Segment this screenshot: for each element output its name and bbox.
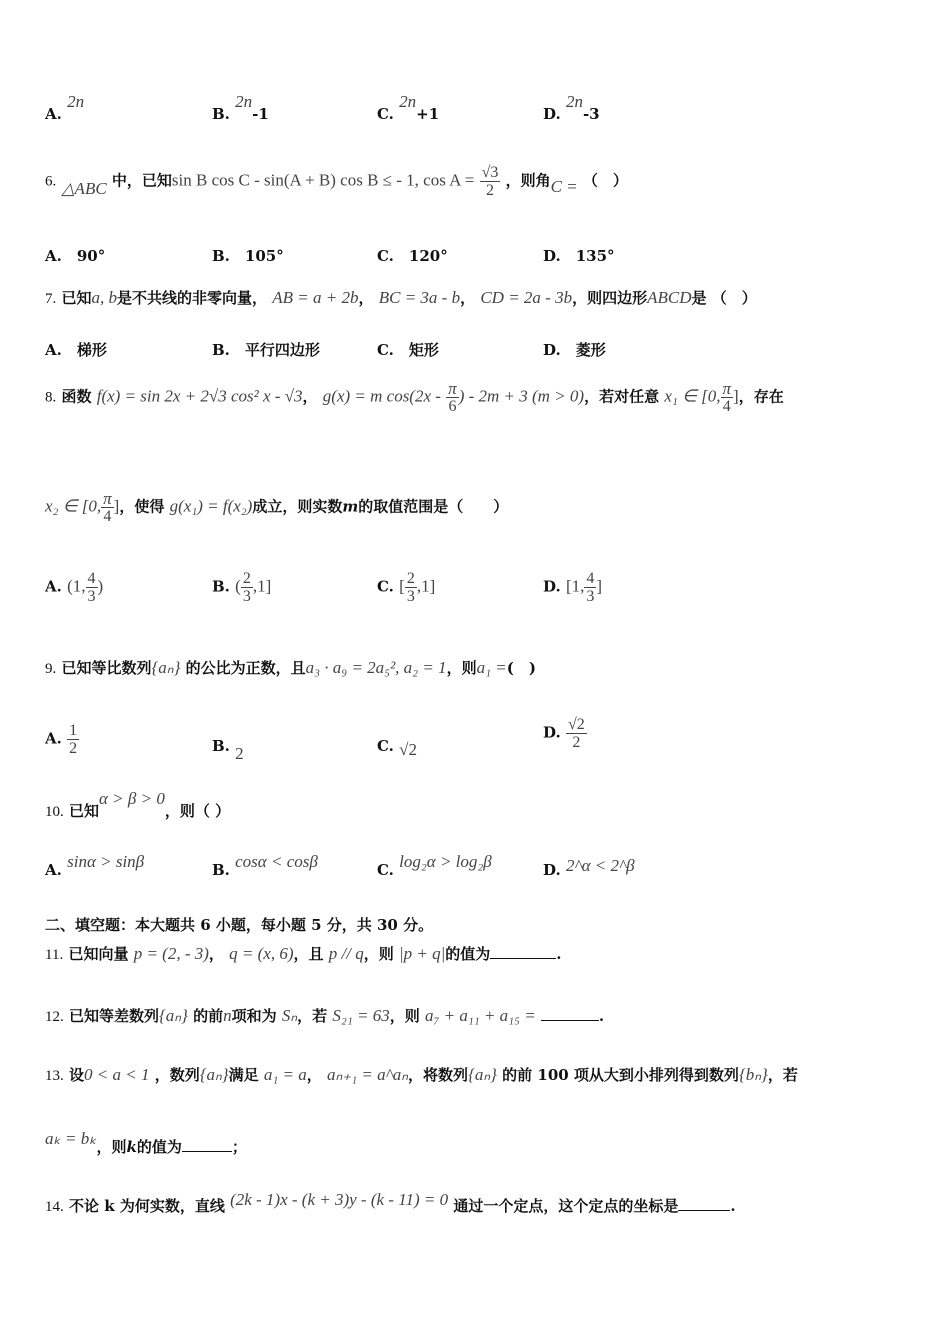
question-9: 9. 已知等比数列{aₙ} 的公比为正数，且a₃ · a₉ = 2a₅², a₂ = 1，则a₁ =( ) xyxy=(45,658,536,677)
q6-option-a: A. 90° xyxy=(45,247,106,265)
q8-option-d: D. [1, $\frac{4}{3}$ ] xyxy=(543,570,603,605)
q10-option-d: D. 2^α < 2^β xyxy=(543,856,635,879)
q7-option-a: A. 梯形 xyxy=(45,341,107,359)
q9-option-b: B. 2 xyxy=(212,737,244,763)
answer-blank[interactable] xyxy=(678,1210,730,1211)
q8-option-b: B. ( $\frac{2}{3}$ ,1] xyxy=(212,570,272,605)
question-12: 12. 已知等差数列{aₙ} 的前n项和为 Sₙ，若 S₂₁ = 63，则 a₇ + a₁₁ + a₁₅ = . xyxy=(45,1006,605,1025)
q5-option-c: C. 2n+1 xyxy=(377,92,440,123)
q7-option-c: C. 矩形 xyxy=(377,341,439,359)
q6-option-b: B. 105° xyxy=(212,247,284,265)
q6-option-d: D. 135° xyxy=(543,247,615,265)
answer-blank[interactable] xyxy=(182,1151,232,1152)
q8-option-a: A. (1, $\frac{4}{3}$ ) xyxy=(45,570,104,605)
q6-option-c: C. 120° xyxy=(377,247,448,265)
q9-option-d: D. $\frac{√2}{2}$ xyxy=(543,716,585,751)
question-10: 10. 已知α > β > 0，则（ ） xyxy=(45,789,231,820)
q7-option-b: B. 平行四边形 xyxy=(212,341,320,359)
q10-option-b: B. cosα < cosβ xyxy=(212,852,318,879)
question-14: 14. 不论 k 为何实数，直线 (2k - 1)x - (k + 3)y - (k - 11) = 0 通过一个定点，这个定点的坐标是 . xyxy=(45,1190,736,1215)
q7-option-d: D. 菱形 xyxy=(543,341,606,359)
question-13: 13. 设0 < a < 1 ，数列{aₙ}满足 a₁ = a， aₙ₊₁ = a^aₙ，将数列{aₙ} 的前 100 项从大到小排列得到数列{bₙ}，若 xyxy=(45,1065,798,1084)
q9-option-a: A. $\frac{1}{2}$ xyxy=(45,722,78,757)
question-11: 11. 已知向量 p = (2, - 3)， q = (x, 6)，且 p // q，则 |p + q|的值为 . xyxy=(45,944,562,963)
q5-option-a: A. 2n xyxy=(45,92,85,123)
q5-option-d: D. 2n-3 xyxy=(543,92,600,123)
q9-option-c: C. √2 xyxy=(377,737,417,759)
question-8-cont: x₂ ∈ [0, $\frac{\pi}{4}$ ]，使得 g(x₁) = f(x₂)成立，则实数m的取值范围是（ ） xyxy=(45,489,509,525)
question-7: 7. 已知a, b是不共线的非零向量， AB = a + 2b， BC = 3a - b， CD = 2a - 3b，则四边形ABCD是 （ ） xyxy=(45,288,757,307)
q10-option-c: C. log₂α > log₂β xyxy=(377,852,492,879)
q5-option-b: B. 2n-1 xyxy=(212,92,269,123)
section-heading: 二、填空题：本大题共 6 小题，每小题 5 分，共 30 分。 xyxy=(45,916,434,934)
question-8: 8. 函数 f(x) = sin 2x + 2√3 cos² x - √3， g(x) = m cos(2x - $\frac{\pi}{6}$ ) - 2m + 3 (m > 0)，若对任意 x₁ ∈ [0, $\frac{\pi}{4}$ ]，存在 xyxy=(45,379,784,415)
question-6: 6. △ABC 中，已知sin B cos C - sin(A + B) cos B ≤ - 1, cos A = $\frac{√3}{2}$ ，则角C = （ ） xyxy=(45,164,628,199)
q10-option-a: A. sinα > sinβ xyxy=(45,852,145,879)
answer-blank[interactable] xyxy=(490,958,556,959)
q8-option-c: C. [ $\frac{2}{3}$ ,1] xyxy=(377,570,436,605)
question-13-cont: aₖ = bₖ，则k的值为 ； xyxy=(45,1129,247,1156)
answer-blank[interactable] xyxy=(541,1020,599,1021)
